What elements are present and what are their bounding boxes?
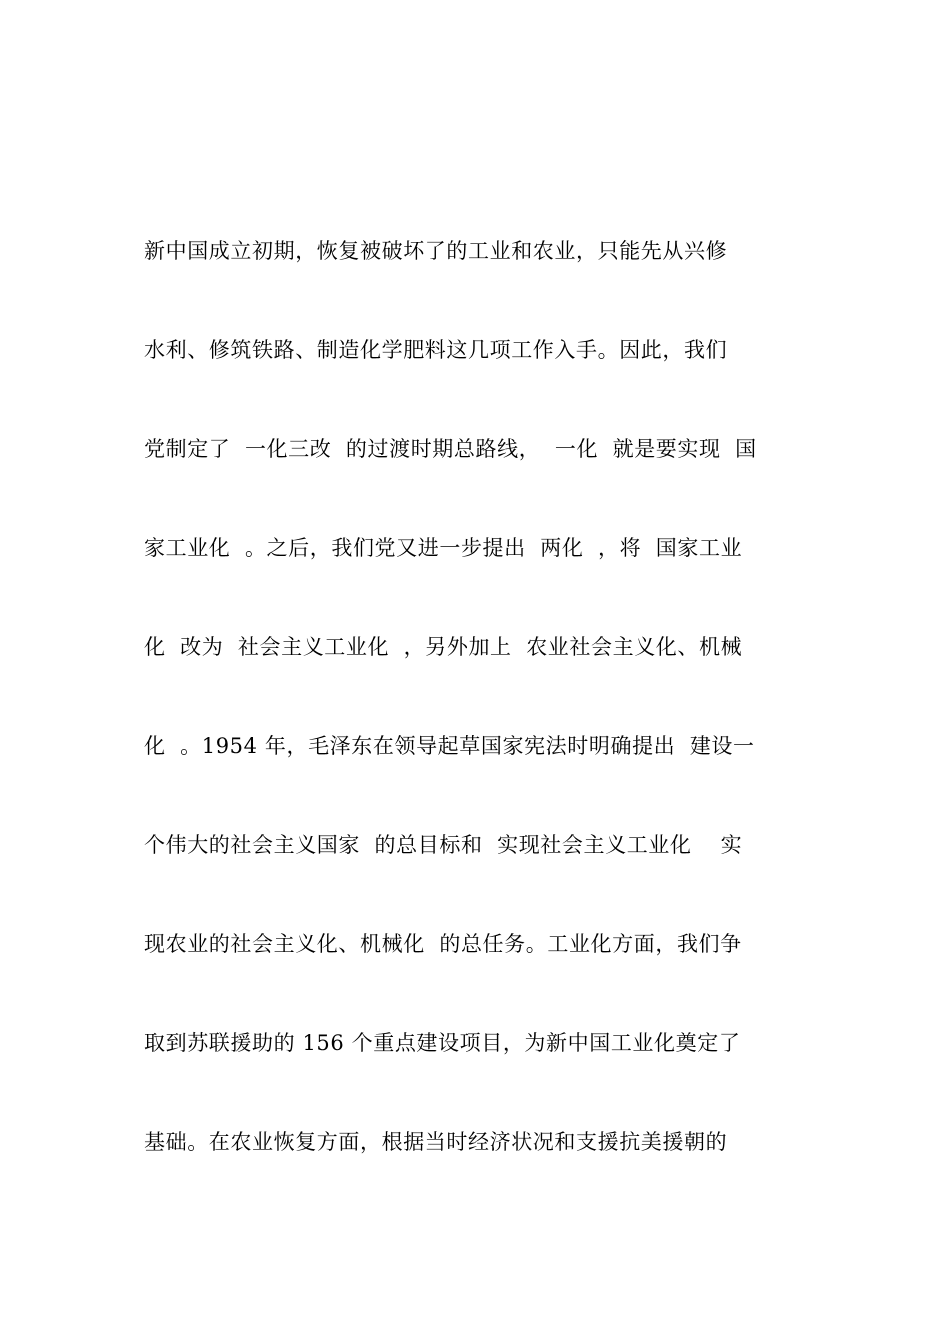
text-line-4: 家工业化 。之后，我们党又进一步提出 两化 ，将 国家工业 <box>144 536 743 560</box>
text-line-5: 化 改为 社会主义工业化 ，另外加上 农业社会主义化、机械 <box>144 635 743 659</box>
text-line-3: 党制定了 一化三改 的过渡时期总路线， 一化 就是要实现 国 <box>144 437 757 461</box>
body-paragraph <box>144 226 814 1216</box>
text-line-7: 个伟大的社会主义国家 的总目标和 实现社会主义工业化 实 <box>144 833 743 857</box>
text-line-9: 取到苏联援助的 156 个重点建设项目，为新中国工业化奠定了 <box>144 1031 741 1055</box>
text-line-10: 基础。在农业恢复方面，根据当时经济状况和支援抗美援朝的 <box>144 1130 728 1154</box>
text-line-1: 新中国成立初期，恢复被破坏了的工业和农业，只能先从兴修 <box>144 239 728 263</box>
text-line-8: 现农业的社会主义化、机械化 的总任务。工业化方面，我们争 <box>144 932 742 956</box>
text-line-6: 化 。1954 年，毛泽东在领导起草国家宪法时明确提出 建设一 <box>144 734 755 758</box>
text-line-2: 水利、修筑铁路、制造化学肥料这几项工作入手。因此，我们 <box>144 338 728 362</box>
